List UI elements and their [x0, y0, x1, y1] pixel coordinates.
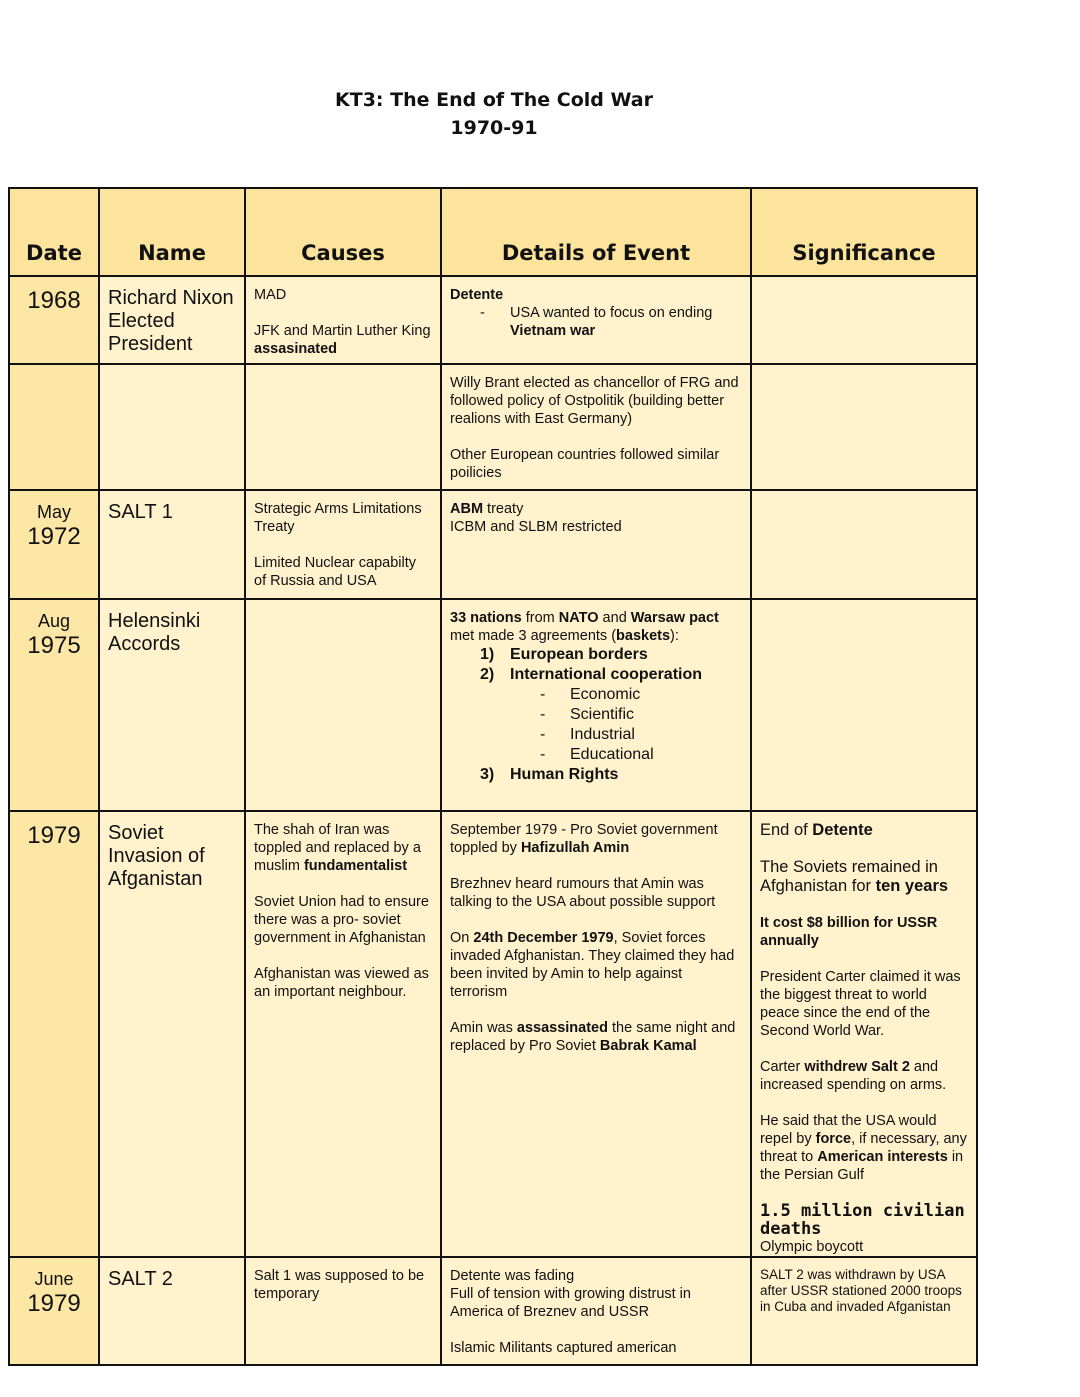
text-segment: ): [670, 628, 679, 644]
details-content [442, 1258, 750, 1357]
causes-cell [245, 364, 441, 490]
text-segment: Industrial [570, 726, 635, 743]
list-item [450, 725, 742, 745]
details-content [442, 365, 750, 482]
paragraph [760, 1238, 968, 1256]
paragraph [450, 374, 742, 428]
text-segment: Detente was fading [450, 1268, 575, 1284]
bold-text: International cooperation [510, 666, 703, 683]
bold-text: Warsaw pact [630, 610, 719, 626]
header-causes: Causes [245, 188, 441, 276]
significance-cell [751, 490, 977, 599]
header-date: Date [9, 188, 99, 276]
significance-content [752, 491, 976, 500]
text-segment: Limited Nuclear capabilty of Russia and USA [254, 555, 416, 589]
details-content [442, 812, 750, 1055]
bold-text: withdrew Salt 2 [804, 1059, 910, 1075]
text-segment: treaty [483, 501, 524, 517]
paragraph [254, 286, 432, 304]
text-segment: Scientific [570, 706, 635, 723]
date-cell [9, 599, 99, 811]
causes-content [246, 491, 440, 590]
details-cell [441, 811, 751, 1257]
paragraph [450, 821, 742, 857]
bold-text: Detente [812, 821, 873, 839]
text-segment: from [521, 610, 559, 626]
text-segment: Educational [570, 746, 654, 763]
header-row [9, 188, 977, 276]
name-cell [99, 599, 245, 811]
name-cell [99, 364, 245, 490]
event-name: Soviet Invasion of Afganistan [108, 822, 205, 890]
title-line-1: KT3: The End of The Cold War [335, 89, 653, 111]
date-cell [9, 490, 99, 599]
date-year: 1979 [27, 822, 81, 849]
bold-text: force [815, 1131, 852, 1147]
text-segment: SALT 2 was withdrawn by USA after USSR stationed 2000 troops in Cuba and invaded Afganistan [760, 1267, 962, 1314]
header-name: Name [99, 188, 245, 276]
table-row [9, 276, 977, 364]
table-row [9, 599, 977, 811]
paragraph [450, 1267, 742, 1285]
paragraph [450, 929, 742, 1001]
paragraph [450, 875, 742, 911]
paragraph [450, 500, 742, 518]
causes-content [246, 1258, 440, 1303]
paragraph [254, 965, 432, 1001]
text-segment: MAD [254, 287, 287, 303]
details-content [442, 277, 750, 340]
header-significance: Significance [751, 188, 977, 276]
header-details: Details of Event [441, 188, 751, 276]
text-segment: , Soviet forces invaded Afghanistan. They claimed they had been invited by Amin to help against terrorism [450, 930, 735, 1000]
bold-text: assasinated [254, 341, 338, 357]
paragraph [254, 1267, 432, 1303]
name-cell [99, 811, 245, 1257]
event-name: SALT 2 [108, 1268, 173, 1290]
details-cell [441, 364, 751, 490]
text-segment: Islamic Militants captured american [450, 1340, 677, 1356]
text-segment: the same night and replaced by Pro Soviet [450, 1020, 736, 1054]
text-segment: On [450, 930, 474, 946]
bold-text: NATO [558, 610, 599, 626]
name-cell [99, 1257, 245, 1365]
causes-cell [245, 490, 441, 599]
text-segment: met made 3 agreements ( [450, 628, 617, 644]
significance-content [752, 600, 976, 609]
bold-text: European borders [510, 646, 648, 663]
paragraph [450, 286, 742, 304]
table-body [9, 276, 977, 1365]
bold-text: assassinated [516, 1020, 608, 1036]
table-row [9, 811, 977, 1257]
date-cell [9, 364, 99, 490]
cold-war-timeline-table [8, 187, 978, 1366]
paragraph [760, 821, 968, 840]
list-item [450, 685, 742, 705]
causes-cell [245, 599, 441, 811]
name-cell [99, 490, 245, 599]
paragraph [254, 821, 432, 875]
date-month: Aug [37, 611, 71, 631]
details-cell [441, 1257, 751, 1365]
causes-content [246, 600, 440, 609]
causes-cell [245, 1257, 441, 1365]
text-segment: Other European countries followed similar poilicies [450, 447, 720, 481]
text-segment: in the Persian Gulf [760, 1149, 964, 1183]
text-segment: Salt 1 was supposed to be temporary [254, 1268, 425, 1302]
bold-text: Hafizullah Amin [520, 840, 630, 856]
date-cell [9, 1257, 99, 1365]
date-cell [9, 276, 99, 364]
list-marker: 1) [480, 646, 495, 663]
text-segment: The Soviets remained in Afghanistan for [760, 858, 938, 895]
details-cell [441, 490, 751, 599]
paragraph [760, 858, 968, 896]
text-segment: , if necessary, any threat to [760, 1131, 967, 1165]
bold-text: baskets [616, 628, 671, 644]
bold-text: 33 nations [450, 610, 522, 626]
list-marker: 2) [480, 666, 495, 683]
causes-cell [245, 276, 441, 364]
significance-cell [751, 276, 977, 364]
text-segment: and [598, 610, 631, 626]
paragraph [450, 518, 742, 536]
date-month: June [34, 1269, 74, 1289]
significance-content [752, 365, 976, 374]
paragraph [254, 500, 432, 536]
paragraph [450, 1285, 742, 1321]
list-item [450, 745, 742, 765]
text-segment: The shah of Iran was toppled and replaced by a muslim [254, 822, 421, 874]
event-name: SALT 1 [108, 501, 173, 523]
date-year: 1972 [27, 523, 81, 550]
text-segment: and increased spending on arms. [760, 1059, 947, 1093]
text-segment: Soviet Union had to ensure there was a pro- soviet government in Afghanistan [254, 894, 429, 946]
bold-text: Detente [450, 287, 504, 303]
details-content [442, 491, 750, 536]
paragraph [450, 1339, 742, 1357]
details-cell [441, 599, 751, 811]
event-name: Richard Nixon Elected President [108, 287, 234, 355]
text-segment: JFK and Martin Luther King [254, 323, 431, 339]
text-segment: Brezhnev heard rumours that Amin was talking to the USA about possible support [450, 876, 716, 910]
details-cell [441, 276, 751, 364]
significance-content [752, 812, 976, 1256]
text-segment: Full of tension with growing distrust in America of Breznev and USSR [450, 1286, 691, 1320]
list-marker: 3) [480, 766, 495, 783]
text-segment: Olympic boycott [760, 1239, 864, 1255]
paragraph [254, 322, 432, 358]
page-title [0, 86, 988, 142]
paragraph [760, 1202, 968, 1238]
text-segment: Afghanistan was viewed as an important neighbour. [254, 966, 429, 1000]
significance-cell [751, 1257, 977, 1365]
significance-cell [751, 364, 977, 490]
text-segment: Strategic Arms Limitations Treaty [254, 501, 422, 535]
paragraph [450, 446, 742, 482]
bold-text: fundamentalist [303, 858, 408, 874]
date-year: 1979 [27, 1290, 81, 1317]
bold-text: Human Rights [510, 766, 619, 783]
paragraph [760, 1267, 968, 1315]
significance-content [752, 277, 976, 286]
bold-text: 1.5 million civilian deaths [760, 1201, 965, 1239]
table-row [9, 490, 977, 599]
table-row [9, 1257, 977, 1365]
paragraph [760, 1112, 968, 1184]
text-segment: Willy Brant elected as chancellor of FRG and followed policy of Ostpolitik (building better realions with East Germany) [450, 375, 739, 427]
name-cell [99, 276, 245, 364]
paragraph [254, 893, 432, 947]
date-month: May [36, 502, 71, 522]
table-row [9, 364, 977, 490]
text-segment: Economic [570, 686, 641, 703]
paragraph [450, 304, 742, 340]
list-item [450, 705, 742, 725]
bold-text: ten years [875, 877, 949, 895]
date-year: 1968 [27, 287, 81, 314]
bold-text: Babrak Kamal [599, 1038, 697, 1054]
bold-text: ABM [450, 501, 484, 517]
date-cell [9, 811, 99, 1257]
text-segment: Carter [760, 1059, 805, 1075]
paragraph [760, 968, 968, 1040]
details-content [442, 600, 750, 785]
list-item [450, 645, 742, 665]
paragraph [450, 609, 742, 645]
event-name: Helensinki Accords [108, 610, 201, 655]
significance-cell [751, 599, 977, 811]
event-name [100, 365, 244, 375]
paragraph [254, 554, 432, 590]
causes-content [246, 365, 440, 374]
significance-content [752, 1258, 976, 1315]
text-segment: ICBM and SLBM restricted [450, 519, 622, 535]
causes-content [246, 812, 440, 1001]
list-item [450, 665, 742, 685]
significance-cell [751, 811, 977, 1257]
text-segment: He said that the USA would repel by [760, 1113, 937, 1147]
text-segment: September 1979 - Pro Soviet government toppled by [450, 822, 718, 856]
bold-text: It cost $8 billion for USSR annually [760, 915, 938, 949]
title-line-2: 1970-91 [450, 117, 538, 139]
bold-text: 24th December 1979 [473, 930, 614, 946]
paragraph [760, 914, 968, 950]
text-segment: End of [760, 821, 813, 839]
bold-text: Vietnam war [510, 323, 596, 339]
text-segment: Amin was [450, 1020, 517, 1036]
bold-text: American interests [817, 1149, 948, 1165]
text-segment: President Carter claimed it was the biggest threat to world peace since the end of the Second World War. [760, 969, 961, 1039]
causes-cell [245, 811, 441, 1257]
paragraph [450, 1019, 742, 1055]
causes-content [246, 277, 440, 358]
date-year: 1975 [27, 632, 81, 659]
text-segment: USA wanted to focus on ending [510, 305, 713, 321]
list-item [450, 765, 742, 785]
paragraph [760, 1058, 968, 1094]
